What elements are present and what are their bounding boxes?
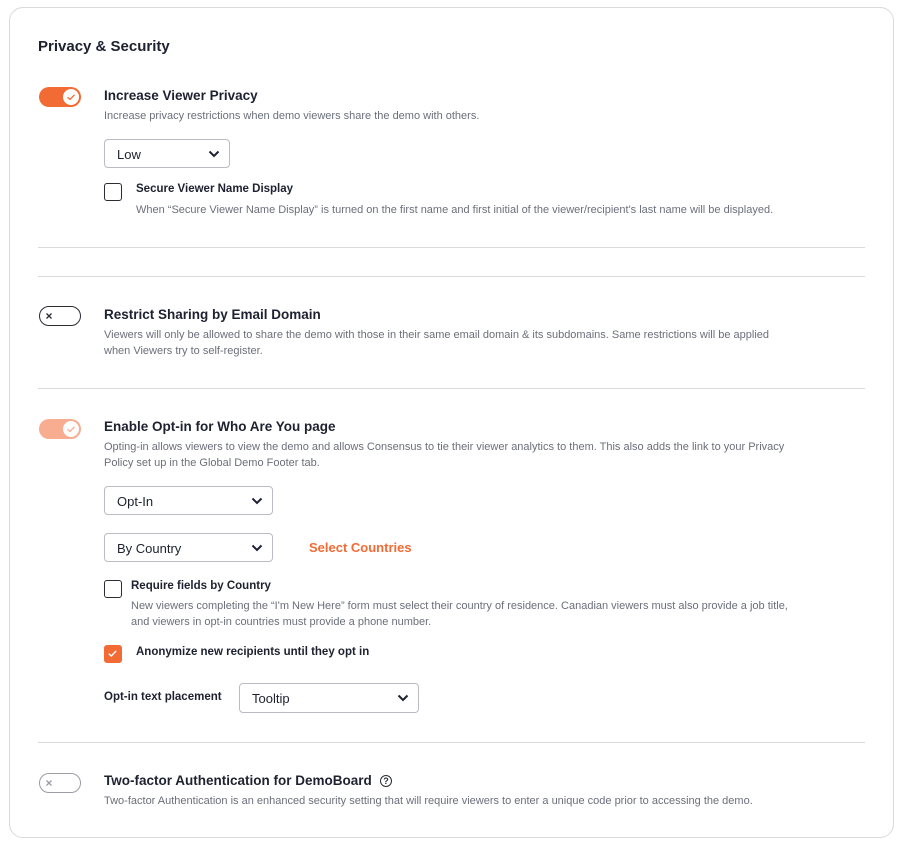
chevron-down-icon [251, 543, 263, 553]
require-fields-checkbox[interactable] [104, 580, 122, 598]
anonymize-checkbox[interactable] [104, 645, 122, 663]
placement-select[interactable] [239, 683, 419, 713]
placement-value: Tooltip [252, 691, 290, 706]
placement-label: Opt-in text placement [104, 691, 222, 703]
opt-in-toggle[interactable] [39, 419, 81, 439]
secure-name-checkbox[interactable] [104, 183, 122, 201]
viewer-privacy-toggle[interactable] [39, 87, 81, 107]
secure-name-label: Secure Viewer Name Display [136, 183, 294, 195]
email-domain-title: Restrict Sharing by Email Domain [104, 307, 321, 322]
viewer-privacy-title: Increase Viewer Privacy [104, 88, 258, 103]
anonymize-label: Anonymize new recipients until they opt in [136, 646, 370, 658]
chevron-down-icon [251, 496, 263, 506]
require-fields-description-2: and viewers in opt-in countries must provide a phone number. [131, 616, 432, 628]
section-title: Privacy & Security [38, 38, 170, 55]
opt-in-description-1: Opting-in allows viewers to view the demo and allows Consensus to tie their viewer analytics to them. This also adds the link to your Privacy [104, 441, 785, 453]
divider [38, 247, 865, 248]
two-factor-description: Two-factor Authentication is an enhanced security setting that will require viewers to enter a unique code prior to accessing the demo. [104, 795, 753, 807]
email-domain-description-2: when Viewers try to self-register. [104, 345, 263, 357]
chevron-down-icon [397, 693, 409, 703]
opt-in-title: Enable Opt-in for Who Are You page [104, 419, 336, 434]
check-icon [63, 421, 79, 437]
opt-in-scope-value: By Country [117, 541, 182, 556]
two-factor-toggle[interactable] [39, 773, 81, 793]
privacy-level-select[interactable] [104, 139, 230, 168]
chevron-down-icon [208, 149, 220, 159]
require-fields-label: Require fields by Country [131, 580, 271, 592]
secure-name-description: When “Secure Viewer Name Display” is turned on the first name and first initial of the viewer/recipient's last name will be displayed. [136, 204, 774, 216]
two-factor-title: Two-factor Authentication for DemoBoard [104, 773, 372, 788]
opt-in-mode-value: Opt-In [117, 494, 154, 509]
divider [38, 742, 865, 743]
close-icon [41, 775, 57, 791]
opt-in-mode-select[interactable] [104, 486, 273, 515]
require-fields-description-1: New viewers completing the “I'm New Here” form must select their country of residence. Canadian viewers must also provide a job title, [131, 600, 788, 612]
check-icon [63, 89, 79, 105]
email-domain-description-1: Viewers will only be allowed to share the demo with those in their same email domain & its subdomains. Same restrictions will be applied [104, 329, 770, 341]
help-icon[interactable]: ? [380, 775, 392, 787]
opt-in-description-2: Policy set up in the Global Demo Footer tab. [104, 457, 320, 469]
divider [38, 388, 865, 389]
privacy-level-value: Low [117, 147, 141, 162]
check-icon [107, 648, 118, 659]
opt-in-scope-select[interactable] [104, 533, 273, 562]
select-countries-link[interactable]: Select Countries [309, 540, 412, 555]
divider [38, 276, 865, 277]
close-icon [41, 308, 57, 324]
viewer-privacy-description: Increase privacy restrictions when demo viewers share the demo with others. [104, 110, 480, 122]
email-domain-toggle[interactable] [39, 306, 81, 326]
